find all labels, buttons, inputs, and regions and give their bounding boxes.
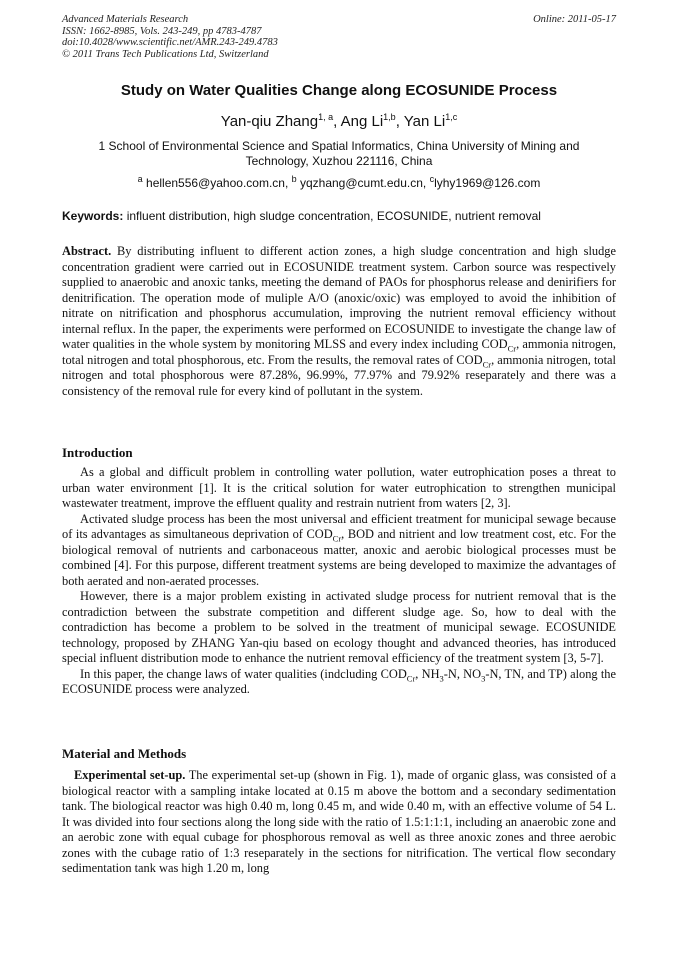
running-header (62, 14, 278, 60)
paragraph (62, 667, 616, 698)
subscript: Cr (482, 358, 492, 369)
keywords-label: Keywords: (62, 209, 124, 223)
doi-line: doi:10.4028/www.scientific.net/AMR.243-249.4783 (62, 37, 278, 48)
paragraph (62, 768, 616, 877)
author-emails (0, 176, 678, 190)
abstract-text: By distributing influent to different action zones, a high sludge concentration and high sludge concentration gradient were carried out in ECOSUNIDE treatment system. Carbon source was respectively supplied to anaerobic and anoxic tanks, meeting the demand of PAOs for phosphorus release and denirifiers for denitrification. The operation mode of muliple A/O (anoxic/oxic) was employed to avoid the inhibition of nitrate on nitrification and phosphorus accumulation, improving the nutrient removal efficiency without internal reflux. In the paper, the experiments were performed on ECOSUNIDE to investigate the change law of water qualities in the whole system by monitoring MLSS and every index including COD (62, 244, 616, 351)
author-separator: , (333, 113, 341, 130)
paragraph-text: Activated sludge process has been the most universal and efficient treatment for municipal sewage because of its advantages as simultaneous deprivation of COD (62, 511, 616, 541)
author-affil-mark: 1,b (383, 112, 396, 122)
subscript: 3 (439, 672, 444, 683)
affiliation: 1 School of Environmental Science and Spatial Informatics, China University of Mining and Technology, Xuzhou 221116, China (98, 139, 580, 168)
keywords-text: influent distribution, high sludge concentration, ECOSUNIDE, nutrient removal (123, 209, 541, 223)
author-affil-mark: 1, a (318, 112, 334, 122)
paragraph-text: -N, NO (443, 666, 482, 681)
paragraph-text: In this paper, the change laws of water qualities (indcluding COD (80, 666, 407, 681)
email-link[interactable]: hellen556@yahoo.com.cn, (142, 176, 292, 190)
section-heading-introduction: Introduction (62, 445, 133, 460)
paragraph-text: , NH (415, 666, 440, 681)
paper-title: Study on Water Qualities Change along ECOSUNIDE Process (120, 82, 558, 99)
author-name: Ang Li (340, 113, 384, 130)
author-name: Yan-qiu Zhang (220, 113, 319, 130)
keywords (62, 209, 622, 223)
author-affil-mark: 1,c (445, 112, 458, 122)
author-list (0, 113, 678, 130)
subsection-lead: Experimental set-up. (74, 768, 186, 782)
paragraph-text: , BOD and nitrient and low treatment cost, etc. For the biological removal of nutrients and carbonaceous matter, anoxic and aerobic biological processes must be combined [4]. For this purpose, different treatment systems are being developed to maximize the advantages of both aerated and non-aerated processes. (62, 527, 616, 588)
paragraph-text: -N, TN, and TP) along the ECOSUNIDE process were analyzed. (62, 666, 617, 696)
abstract (62, 244, 616, 399)
introduction-body (62, 465, 616, 698)
abstract-text: , ammonia nitrogen, total nitrogen and total phosphorous were 87.28%, 96.99%, 77.97% and 79.92% reseparately and there was a consistency of the removal rule for every kind of pollutant in the system. (62, 352, 616, 398)
issn-line: ISSN: 1662-8985, Vols. 243-249, pp 4783-4787 (62, 25, 262, 37)
email-mark: b (291, 174, 297, 184)
author-separator: , (395, 113, 404, 130)
paragraph-text: The experimental set-up (shown in Fig. 1), made of organic glass, was consisted of a biological reactor with a sampling intake located at 0.15 m above the bottom and a secondary sedimentation tank. The biological reactor was high 0.40 m, long 0.45 m, and wide 0.40 m, with an effective volume of 54 L. It was divided into four sections along the long side with the ratio of 1.5:1:1:1, including an anaerobic zone and an aerobic zone with equal cubage for phosphorous removal as well as three anoxic zones and three aerobic zones with the cubage ratio of 1:3 reseparately in the sections for nitrification. The vertical flow secondary sedimentation tank was high 1.20 m, long (62, 768, 616, 875)
abstract-label: Abstract. (62, 244, 112, 258)
email-mark: c (429, 174, 435, 184)
methods-body (62, 768, 616, 877)
subscript: Cr (507, 343, 517, 354)
subscript: Cr (406, 672, 416, 683)
section-heading-methods: Material and Methods (62, 746, 187, 761)
subscript: 3 (481, 672, 486, 683)
author-name: Yan Li (403, 113, 446, 130)
email-link[interactable]: yqzhang@cumt.edu.cn, (296, 176, 430, 190)
abstract-text: , ammonia nitrogen, total nitrogen and total phosphorous, etc. From the results, the removal rates of COD (62, 337, 616, 367)
subscript: Cr (332, 533, 342, 544)
journal-name: Advanced Materials Research (62, 14, 189, 25)
paragraph (62, 512, 616, 590)
paragraph: However, there is a major problem existing in activated sludge process for nutrient removal that is the contradiction between the substrate competition and different sludge age. So, how to deal with the contradiction has become a problem to be solved in the treatment of municipal sewage. ECOSUNIDE technology, proposed by ZHANG Yan-qiu based on ecology thought and advanced theories, has introduced special influent distribution mode to enhance the nutrient removal efficiency of the treatment system [3, 5-7]. (62, 589, 616, 665)
copyright-line: © 2011 Trans Tech Publications Ltd, Switzerland (62, 48, 269, 60)
paragraph: As a global and difficult problem in controlling water pollution, water eutrophication poses a threat to urban water environment [1]. It is the critical solution for water eutrophication to strengthen municipal wastewater treatment, improve the effluent quality and restrain nutrient from waters [2, 3]. (62, 465, 616, 510)
online-date: Online: 2011-05-17 (533, 14, 616, 25)
email-mark: a (137, 174, 143, 184)
email-link[interactable]: lyhy1969@126.com (434, 176, 541, 190)
